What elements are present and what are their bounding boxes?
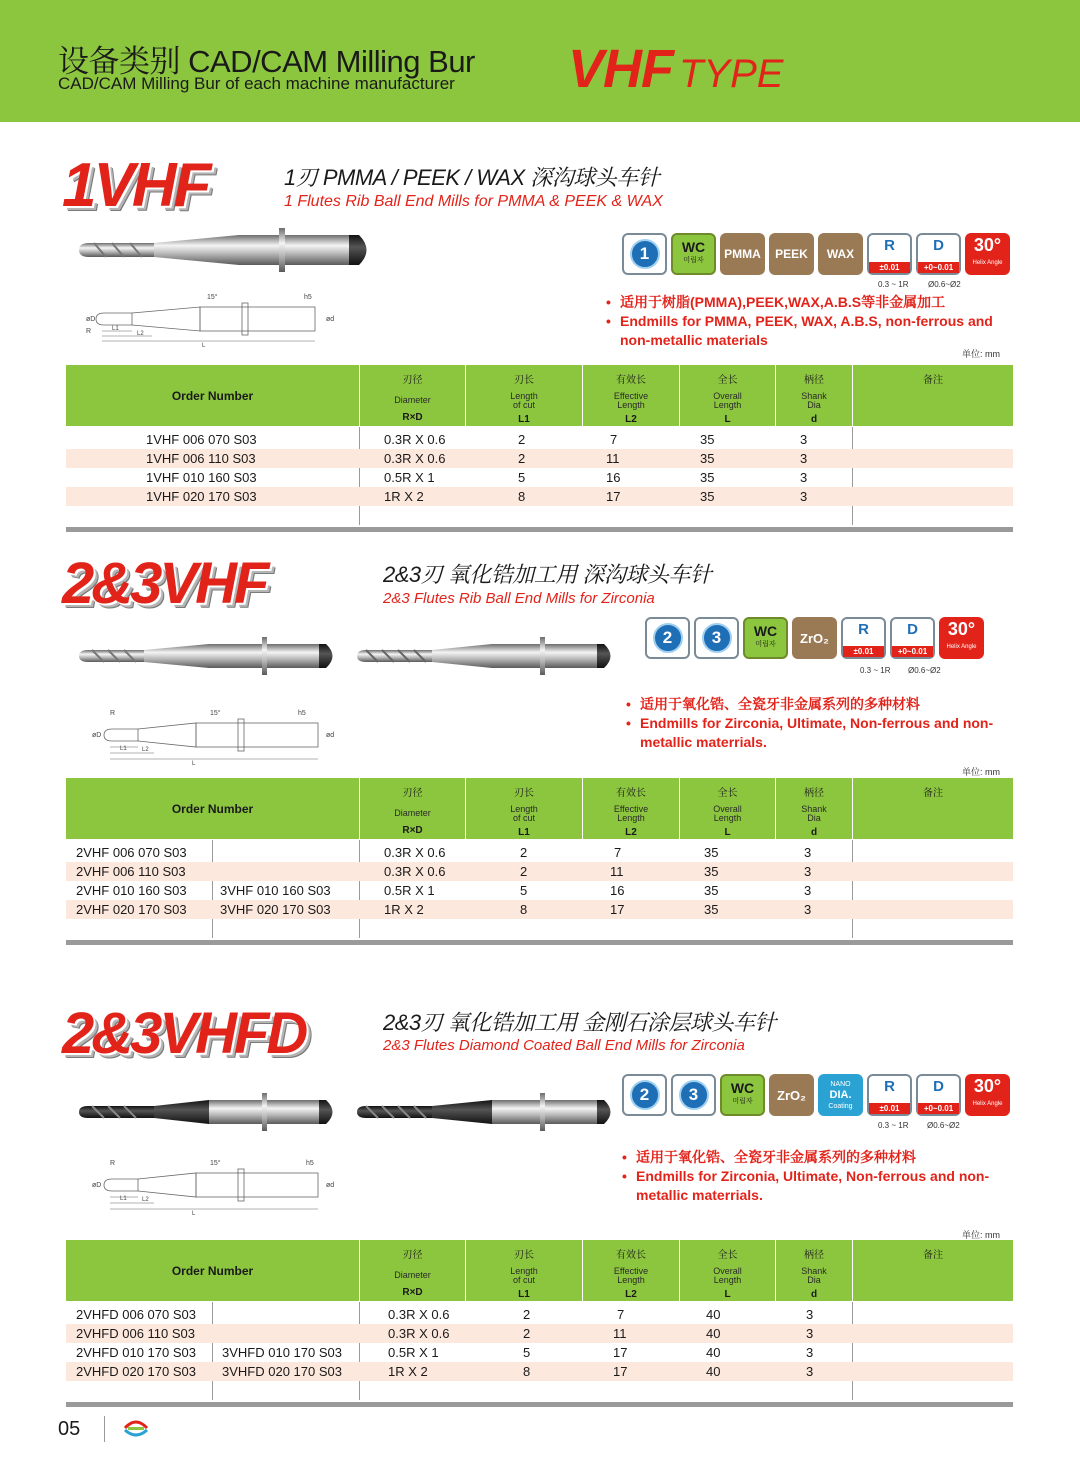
svg-text:ød: ød xyxy=(326,1182,335,1189)
bullet-zh: • 适用于树脂(PMMA),PEEK,WAX,A.B.S等非金属加工 xyxy=(604,293,1024,312)
th-shank-dia: 柄径 Shank Dia d xyxy=(775,365,852,427)
unit-label: 单位: mm xyxy=(962,349,1000,359)
th-remarks: 备注 xyxy=(852,365,1013,427)
th-shank-dia: 柄径 Shank Dia d xyxy=(775,1240,852,1302)
zro2-icon: ZrO₂ xyxy=(769,1074,814,1116)
bullet-list xyxy=(604,293,1024,350)
table-header xyxy=(66,1240,1013,1302)
spec-table xyxy=(66,365,1013,532)
r-range-caption: 0.3 ~ 1R xyxy=(878,1121,909,1130)
section-title: 2&3刃 氧化锆加工用 金刚石涂层球头车针 xyxy=(383,1010,776,1035)
section-title: 2&3刃 氧化锆加工用 深沟球头车针 xyxy=(383,562,712,587)
wc-icon: WC 미립자 xyxy=(743,617,788,659)
page-number: 05 xyxy=(58,1418,81,1440)
th-overall-length: 全长 Overall Length L xyxy=(679,1240,775,1302)
radius-tolerance-icon: R ±0.01 xyxy=(841,617,886,659)
diameter-tolerance-icon: D +0~0.01 xyxy=(890,617,935,659)
type-heading xyxy=(568,38,783,100)
dimension-diagram xyxy=(88,705,338,767)
r-range-caption: 0.3 ~ 1R xyxy=(878,280,909,289)
feature-icons xyxy=(645,617,984,659)
l2-label: L2 xyxy=(137,331,144,337)
section-logo: 2&3VHFD xyxy=(62,1001,306,1066)
table-body xyxy=(66,427,1013,525)
th-overall-length: 全长 Overall Length L xyxy=(679,778,775,840)
svg-text:L: L xyxy=(192,761,196,767)
table-row: 2VHF 006 110 S03 0.3R X 0.6 2 11 35 3 xyxy=(66,862,1013,881)
d-range-caption: Ø0.6~Ø2 xyxy=(928,280,961,289)
th-length-of-cut: 刃长 Length of cut L1 xyxy=(465,365,582,427)
type-main: VHF xyxy=(568,39,673,99)
svg-text:h5: h5 xyxy=(298,710,306,717)
l1-label: L1 xyxy=(112,326,119,332)
tool-image xyxy=(352,636,622,680)
bullet-en: • Endmills for Zirconia, Ultimate, Non-ferrous and non-metallic materrials. xyxy=(624,714,1024,752)
table-header xyxy=(66,365,1013,427)
spec-table xyxy=(66,1240,1013,1407)
th-order-number: Order Number xyxy=(171,1264,254,1278)
section-subtitle: 2&3 Flutes Diamond Coated Ball End Mills for Zirconia xyxy=(383,1037,745,1054)
feature-icons xyxy=(622,1074,1010,1116)
diameter-tolerance-icon: D +0~0.01 xyxy=(916,1074,961,1116)
helix-angle-icon: 30° Helix Angle xyxy=(939,617,984,659)
svg-text:øD: øD xyxy=(92,1182,102,1189)
th-remarks: 备注 xyxy=(852,778,1013,840)
section-subtitle: 2&3 Flutes Rib Ball End Mills for Zirconia xyxy=(383,590,655,607)
page-title: 设备类别 CAD/CAM Milling Bur xyxy=(58,44,475,79)
shank-label: ød xyxy=(326,316,335,323)
helix-angle-icon: 30° Helix Angle xyxy=(965,233,1010,275)
d-range-caption: Ø0.6~Ø2 xyxy=(908,666,941,675)
flute-icon: 1 xyxy=(622,233,667,275)
th-effective-length: 有效长 Effective Length L2 xyxy=(582,365,679,427)
flute-icon: 2 xyxy=(622,1074,667,1116)
r-label: R xyxy=(86,328,92,335)
unit-label: 单位: mm xyxy=(962,767,1000,777)
th-effective-length: 有效长 Effective Length L2 xyxy=(582,778,679,840)
svg-text:15°: 15° xyxy=(210,1160,221,1167)
section-logo: 1VHF xyxy=(62,151,209,220)
table-row: 1VHF 006 070 S03 0.3R X 0.6 2 7 35 3 xyxy=(146,432,808,447)
svg-text:R: R xyxy=(110,710,116,717)
svg-text:L1: L1 xyxy=(120,1196,127,1202)
pmma-icon: PMMA xyxy=(720,233,765,275)
bullet-list xyxy=(624,695,1024,752)
bullet-list xyxy=(620,1148,1024,1205)
svg-text:L: L xyxy=(192,1211,196,1217)
table-row: 1VHF 010 160 S03 0.5R X 1 5 16 35 3 xyxy=(146,470,808,485)
wax-icon: WAX xyxy=(818,233,863,275)
table-body xyxy=(66,840,1013,938)
svg-text:L2: L2 xyxy=(142,747,149,753)
th-diameter: 刃径 Diameter R×D xyxy=(359,778,465,840)
peek-icon: PEEK xyxy=(769,233,814,275)
footer-divider xyxy=(104,1416,105,1442)
r-range-caption: 0.3 ~ 1R xyxy=(860,666,891,675)
svg-text:R: R xyxy=(110,1160,116,1167)
zro2-icon: ZrO₂ xyxy=(792,617,837,659)
radius-tolerance-icon: R ±0.01 xyxy=(867,233,912,275)
table-body xyxy=(66,1302,1013,1400)
section-logo: 2&3VHF xyxy=(62,551,267,616)
table-row: 2VHFD 020 170 S03 3VHFD 020 170 S03 1R X 2 8 17 40 3 xyxy=(66,1362,1013,1381)
th-overall-length: 全长 Overall Length L xyxy=(679,365,775,427)
th-order-number: Order Number xyxy=(171,389,254,403)
table-row: 2VHFD 006 110 S03 0.3R X 0.6 2 11 40 3 xyxy=(66,1324,1013,1343)
svg-text:h5: h5 xyxy=(306,1160,314,1167)
section-subtitle: 1 Flutes Rib Ball End Mills for PMMA & PEEK & WAX xyxy=(284,193,663,210)
table-row: 2VHFD 010 170 S03 3VHFD 010 170 S03 0.5R X 1 5 17 40 3 xyxy=(76,1345,814,1360)
th-length-of-cut: 刃长 Length of cut L1 xyxy=(465,778,582,840)
d-range-caption: Ø0.6~Ø2 xyxy=(927,1121,960,1130)
section-title: 1刃 PMMA / PEEK / WAX 深沟球头车针 xyxy=(284,165,660,190)
od-label: øD xyxy=(86,316,96,323)
l-label: L xyxy=(202,343,206,349)
bullet-zh: • 适用于氧化锆、全瓷牙非金属系列的多种材料 xyxy=(624,695,1024,714)
wc-icon: WC 미립자 xyxy=(720,1074,765,1116)
svg-text:L1: L1 xyxy=(120,746,127,752)
svg-text:L2: L2 xyxy=(142,1197,149,1203)
table-rule xyxy=(66,1402,1013,1407)
diameter-tolerance-icon: D +0~0.01 xyxy=(916,233,961,275)
table-rule xyxy=(66,940,1013,945)
svg-text:øD: øD xyxy=(92,732,102,739)
th-diameter: 刃径 Diameter R×D xyxy=(359,365,465,427)
bullet-zh: • 适用于氧化锆、全瓷牙非金属系列的多种材料 xyxy=(620,1148,1024,1167)
table-rule xyxy=(66,527,1013,532)
nano-diamond-coating-icon: NANO DIA. Coating xyxy=(818,1074,863,1116)
tool-image xyxy=(74,1092,344,1136)
tool-image xyxy=(74,636,344,680)
spec-table xyxy=(66,778,1013,945)
table-row: 2VHF 010 160 S03 3VHF 010 160 S03 0.5R X 1 5 16 35 3 xyxy=(76,883,812,898)
table-row: 2VHF 006 070 S03 0.3R X 0.6 2 7 35 3 xyxy=(76,845,812,860)
page-subtitle: CAD/CAM Milling Bur of each machine manufacturer xyxy=(58,74,455,93)
th-remarks: 备注 xyxy=(852,1240,1013,1302)
flute-icon: 3 xyxy=(671,1074,716,1116)
angle-label: 15° xyxy=(207,294,218,301)
h5-label: h5 xyxy=(304,294,312,301)
feature-icons xyxy=(622,233,1010,275)
company-logo-icon xyxy=(122,1416,150,1438)
radius-tolerance-icon: R ±0.01 xyxy=(867,1074,912,1116)
th-shank-dia: 柄径 Shank Dia d xyxy=(775,778,852,840)
th-diameter: 刃径 Diameter R×D xyxy=(359,1240,465,1302)
flute-icon: 3 xyxy=(694,617,739,659)
table-row: 2VHFD 006 070 S03 0.3R X 0.6 2 7 40 3 xyxy=(76,1307,814,1322)
bullet-en: • Endmills for Zirconia, Ultimate, Non-ferrous and non-metallic materrials. xyxy=(620,1167,1024,1205)
svg-text:15°: 15° xyxy=(210,710,221,717)
helix-angle-icon: 30° Helix Angle xyxy=(965,1074,1010,1116)
flute-icon: 2 xyxy=(645,617,690,659)
dimension-diagram xyxy=(82,285,335,349)
tool-image xyxy=(74,225,384,275)
table-row: 2VHF 020 170 S03 3VHF 020 170 S03 1R X 2 8 17 35 3 xyxy=(66,900,1013,919)
svg-text:ød: ød xyxy=(326,732,335,739)
th-effective-length: 有效长 Effective Length L2 xyxy=(582,1240,679,1302)
table-row: 1VHF 006 110 S03 0.3R X 0.6 2 11 35 3 xyxy=(66,449,1013,468)
dimension-diagram xyxy=(88,1155,338,1217)
unit-label: 单位: mm xyxy=(962,1230,1000,1240)
tool-image xyxy=(352,1092,622,1136)
table-row: 1VHF 020 170 S03 1R X 2 8 17 35 3 xyxy=(66,487,1013,506)
wc-icon: WC 미립자 xyxy=(671,233,716,275)
bullet-en: • Endmills for PMMA, PEEK, WAX, A.B.S, non-ferrous and non-metallic materials xyxy=(604,312,1024,350)
th-order-number: Order Number xyxy=(171,802,254,816)
table-header xyxy=(66,778,1013,840)
th-length-of-cut: 刃长 Length of cut L1 xyxy=(465,1240,582,1302)
type-word: TYPE xyxy=(679,52,784,96)
